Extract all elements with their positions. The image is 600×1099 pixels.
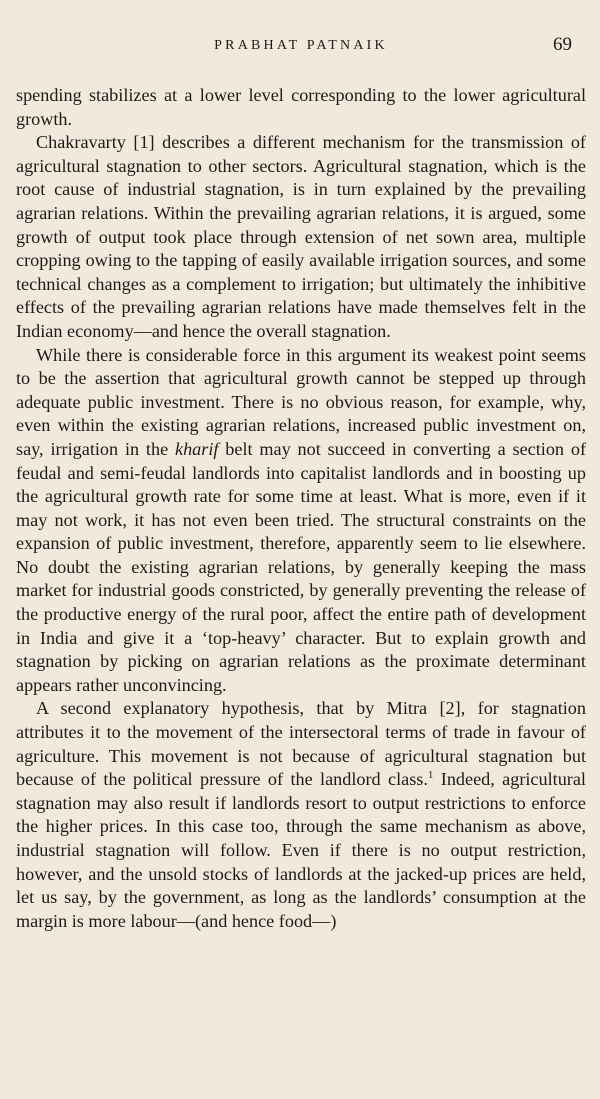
paragraph-text: spending stabilizes at a lower level corresponding to the lower agricultural growth.: [16, 85, 586, 129]
running-head: [16, 34, 586, 60]
paragraph-continuation: [16, 84, 586, 131]
paragraph-text-before-footnote: A second explanatory hypothesis, that by Mitra [2], for stagnation attributes it to the movement of the intersectoral terms of trade in favour of agriculture. This movement is not because of agricultural stagnation but because of the political pressure of the landlord class.: [16, 698, 586, 790]
footnote-marker[interactable]: 1: [427, 769, 434, 782]
paragraph-text: Chakravarty [1] describes a different mechanism for the transmission of agricultural stagnation to other sectors. Agricultural stagnation, which is the root cause of industrial stagnation, is in turn explained by the prevailing agrarian relations. Within the prevailing agrarian relations, it is argued, some growth of output took place through extension of net sown area, multiple cropping owing to the tapping of easily available irrigation sources, and some technical changes as a complement to irrigation; but ultimately the inhibitive effects of the prevailing agrarian relations have made themselves felt in the Indian economy—and hence the overall stagnation.: [16, 132, 586, 341]
italic-term-kharif: kharif: [175, 438, 219, 459]
running-title: PRABHAT PATNAIK: [214, 38, 388, 53]
paragraph-text-after-footnote: Indeed, agricultural stagnation may also result if landlords resort to output restrictions to enforce the higher prices. In this case too, through the same mechanism as above, industrial stagnation will follow. Even if there is no output restriction, however, and the unsold stocks of landlords at the jacked-up prices are held, let us say, by the government, as long as the landlords’ consumption at the margin is more labour—(and hence food—): [16, 769, 586, 931]
paragraph-text-after-italic: belt may not succeed in converting a section of feudal and semi-feudal landlords into capitalist landlords and in boosting up the agricultural growth rate for some time at least. What is more, even if it may not work, it has not even been tried. The structural constraints on the expansion of public investment, therefore, apparently seem to lie elsewhere. No doubt the existing agrarian relations, by generally keeping the mass market for industrial goods constricted, by generally preventing the release of the productive energy of the rural poor, affect the entire path of development in India and give it a ‘top-heavy’ character. But to explain growth and stagnation by picking on agrarian relations as the proximate determinant appears rather unconvincing.: [16, 438, 587, 695]
paragraph-argument-critique: [16, 344, 586, 698]
page-number: 69: [553, 34, 572, 55]
body-text: [16, 84, 586, 933]
paragraph-mitra: [16, 697, 586, 933]
paragraph-chakravarty: [16, 131, 586, 343]
paragraph-text-before-italic: While there is considerable force in this argument its weakest point seems to be the assertion that agricultural growth cannot be stepped up through adequate public investment. There is no obvious reason, for example, why, even within the existing agrarian relations, increased public investment on, say, irrigation in the: [16, 344, 586, 459]
